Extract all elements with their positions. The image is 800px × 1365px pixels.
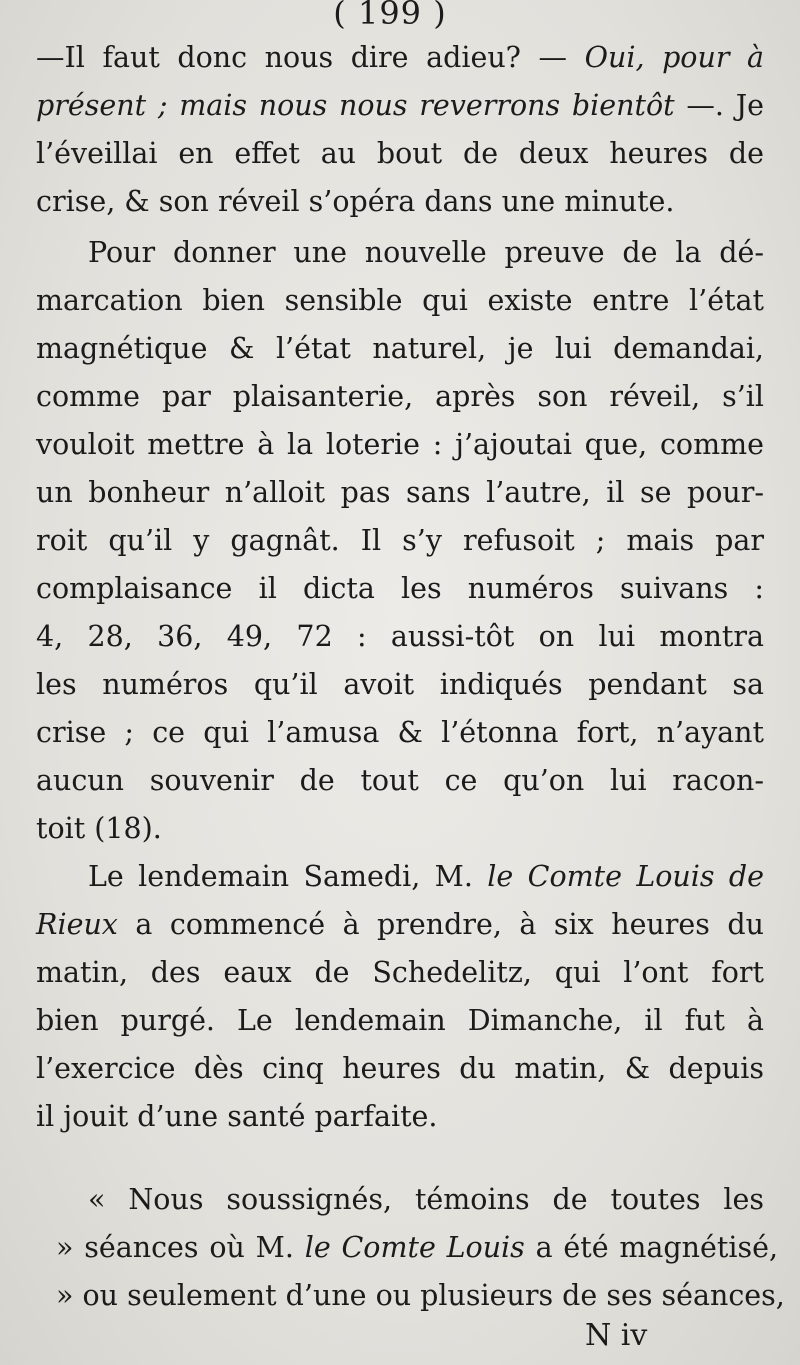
page-number: ( 199 ) [333, 0, 447, 32]
text-line: crise, & son réveil s’opéra dans une minute. [36, 185, 675, 218]
text-line: comme par plaisanterie, après son réveil, s’il [36, 380, 764, 413]
line-text: —. Je [686, 89, 765, 122]
text-line: l’éveillai en effet au bout de deux heures de [36, 137, 764, 170]
text-line: complaisance il dicta les numéros suivans : [36, 572, 764, 605]
text-line: 4, 28, 36, 49, 72 : aussi-tôt on lui montra [36, 620, 764, 653]
text-line: roit qu’il y gagnât. Il s’y refusoit ; mais par [36, 524, 764, 557]
text-line: il jouit d’une santé parfaite. [36, 1100, 438, 1133]
text-line: toit (18). [36, 812, 162, 845]
line-text: a été magnétisé, [535, 1231, 779, 1264]
line-text: a commencé à prendre, à six heures du [135, 908, 764, 941]
text-line: matin, des eaux de Schedelitz, qui l’ont fort [36, 956, 764, 989]
text-line: « Nous soussignés, témoins de toutes les [88, 1183, 764, 1216]
text-line: bien purgé. Le lendemain Dimanche, il fut à [36, 1004, 764, 1037]
text-line: vouloit mettre à la loterie : j’ajoutai que, comme [36, 428, 764, 461]
text-line: aucun souvenir de tout ce qu’on lui racon- [36, 764, 764, 797]
dialogue-text: —Il faut donc nous dire adieu? — [36, 41, 568, 74]
text-line [56, 1228, 778, 1268]
italic-text: le Comte Louis [304, 1231, 525, 1264]
italic-text: Oui, pour à [584, 41, 765, 74]
text-line: crise ; ce qui l’amusa & l’étonna fort, n’ayant [36, 716, 764, 749]
italic-text: le Comte Louis de [487, 860, 764, 893]
text-line [88, 857, 764, 897]
text-line: Pour donner une nouvelle preuve de la dé- [88, 236, 764, 269]
text-line: un bonheur n’alloit pas sans l’autre, il se pour- [36, 476, 764, 509]
text-line: l’exercice dès cinq heures du matin, & depuis [36, 1052, 764, 1085]
italic-text: présent ; mais nous nous reverrons bientôt [36, 89, 675, 122]
signature-mark: N iv [585, 1318, 648, 1353]
text-line: les numéros qu’il avoit indiqués pendant sa [36, 668, 764, 701]
line-text: Le lendemain Samedi, M. [88, 860, 473, 893]
text-line: » ou seulement d’une ou plusieurs de ses séances, [56, 1279, 785, 1312]
text-line [36, 905, 764, 945]
italic-text: Rieux [36, 908, 118, 941]
text-line [36, 38, 764, 78]
text-line: marcation bien sensible qui existe entre l’état [36, 284, 764, 317]
text-line: magnétique & l’état naturel, je lui demandai, [36, 332, 764, 365]
text-line [36, 86, 764, 126]
line-text: » séances où M. [56, 1231, 294, 1264]
